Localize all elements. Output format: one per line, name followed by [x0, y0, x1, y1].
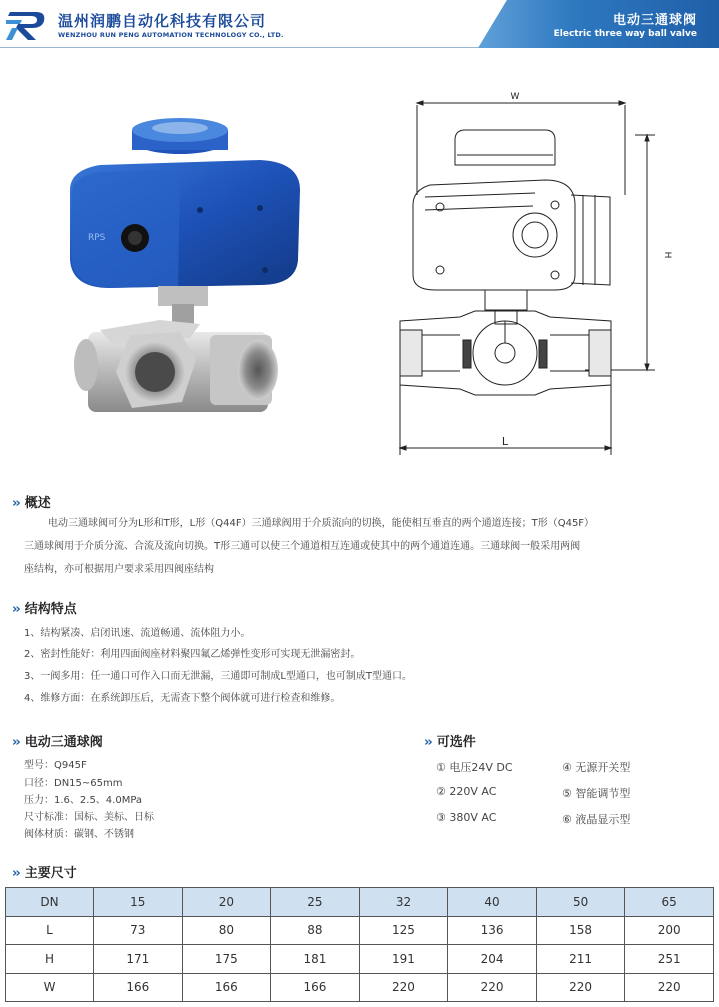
table-header-cell: DN: [6, 888, 94, 917]
feature-item: 3、一阀多用：任一通口可作入口而无泄漏，三通即可制成L型通口，也可制成T型通口。: [24, 671, 413, 682]
table-cell: 166: [94, 973, 183, 1002]
chevron-right-icon: ››: [12, 866, 19, 881]
spec-item: 阀体材质：碳钢、不锈钢: [24, 829, 134, 840]
table-row: [6, 973, 714, 1002]
overview-line-2: 三通球阀用于介质分流、合流及流向切换。T形三通可以使三个通道相互连通或使其中的两个通道连通。三通球阀一般采用两阀: [24, 541, 581, 552]
overview-line-1-text: 电动三通球阀可分为L形和T形，L形（Q44F）三通球阀用于介质流向的切换，能使相互垂直的两个通道连接；T形（Q45F）: [48, 518, 595, 529]
dimension-label-h: H: [662, 251, 672, 259]
spec-item: 口径：DN15~65mm: [24, 778, 123, 789]
options-heading-text: 可选件: [436, 735, 476, 750]
option-item: ⑤ 智能调节型: [562, 787, 631, 800]
dimensions-heading: [12, 862, 77, 881]
chevron-right-icon: ››: [12, 735, 19, 750]
table-cell: 211: [536, 945, 625, 974]
table-cell: 200: [625, 916, 714, 945]
option-item: ④ 无源开关型: [562, 761, 631, 774]
table-cell: 181: [271, 945, 360, 974]
chevron-right-icon: ››: [12, 496, 19, 511]
feature-item: 4、维修方面：在系统卸压后，无需查下整个阀体就可进行检查和维修。: [24, 693, 341, 704]
option-item: ① 电压24V DC: [436, 761, 513, 774]
table-cell: 220: [536, 973, 625, 1002]
table-cell: 158: [536, 916, 625, 945]
table-cell: 191: [359, 945, 448, 974]
table-cell: 166: [182, 973, 271, 1002]
table-cell: 175: [182, 945, 271, 974]
table-cell: 136: [448, 916, 537, 945]
table-cell: 125: [359, 916, 448, 945]
svg-text:RPS: RPS: [88, 233, 106, 243]
table-cell: L: [6, 916, 94, 945]
spec-item: 型号：Q945F: [24, 760, 87, 771]
dimension-label-w: W: [510, 92, 520, 102]
chevron-right-icon: ››: [12, 602, 19, 617]
overview-paragraph: [24, 512, 696, 581]
table-cell: 220: [359, 973, 448, 1002]
table-cell: 166: [271, 973, 360, 1002]
feature-item: 1、结构紧凑、启闭讯速、流道畅通、流体阻力小。: [24, 628, 251, 639]
table-header-cell: 25: [271, 888, 360, 917]
spec-item: 压力：1.6、2.5、4.0MPa: [24, 795, 143, 806]
table-cell: 171: [94, 945, 183, 974]
product-heading-text: 电动三通球阀: [24, 735, 103, 750]
product-photo: [60, 110, 320, 450]
option-item: ⑥ 液晶显示型: [562, 813, 631, 826]
table-cell: 220: [625, 973, 714, 1002]
overview-line-1: [24, 512, 696, 535]
table-header-row: [6, 888, 714, 917]
table-cell: 80: [182, 916, 271, 945]
table-cell: W: [6, 973, 94, 1002]
dimensions-heading-text: 主要尺寸: [24, 866, 77, 881]
dimension-drawing: [385, 85, 685, 455]
table-cell: H: [6, 945, 94, 974]
table-row: [6, 916, 714, 945]
table-cell: 73: [94, 916, 183, 945]
feature-item: 2、密封性能好：利用四面阀座材料聚四氟乙烯弹性变形可实现无泄漏密封。: [24, 649, 361, 660]
table-cell: 220: [448, 973, 537, 1002]
table-cell: 88: [271, 916, 360, 945]
table-cell: 251: [625, 945, 714, 974]
table-header-cell: 15: [94, 888, 183, 917]
option-item: ③ 380V AC: [436, 811, 497, 824]
features-heading-text: 结构特点: [24, 602, 77, 617]
dimensions-table: [5, 887, 714, 1002]
table-header-cell: 65: [625, 888, 714, 917]
table-header-cell: 20: [182, 888, 271, 917]
overview-heading: [12, 492, 51, 511]
spec-item: 尺寸标准：国标、美标、日标: [24, 812, 154, 823]
product-heading: [12, 731, 103, 750]
features-heading: [12, 598, 77, 617]
company-logo-icon: [6, 8, 48, 42]
page-title-en: Electric three way ball valve: [553, 29, 697, 39]
company-name-cn: 温州润鹏自动化科技有限公司: [58, 12, 267, 30]
page-header: [0, 0, 719, 48]
company-name-en: WENZHOU RUN PENG AUTOMATION TECHNOLOGY CO., LTD.: [58, 31, 284, 39]
page-title-cn: 电动三通球阀: [612, 13, 697, 28]
overview-heading-text: 概述: [24, 496, 51, 511]
dimension-label-l: L: [501, 435, 509, 448]
option-item: ② 220V AC: [436, 785, 497, 798]
table-header-cell: 32: [359, 888, 448, 917]
table-row: [6, 945, 714, 974]
table-cell: 204: [448, 945, 537, 974]
overview-line-3: 座结构，亦可根据用户要求采用四阀座结构: [24, 564, 214, 575]
table-header-cell: 50: [536, 888, 625, 917]
table-header-cell: 40: [448, 888, 537, 917]
chevron-right-icon: ››: [424, 735, 431, 750]
options-heading: [424, 731, 476, 750]
